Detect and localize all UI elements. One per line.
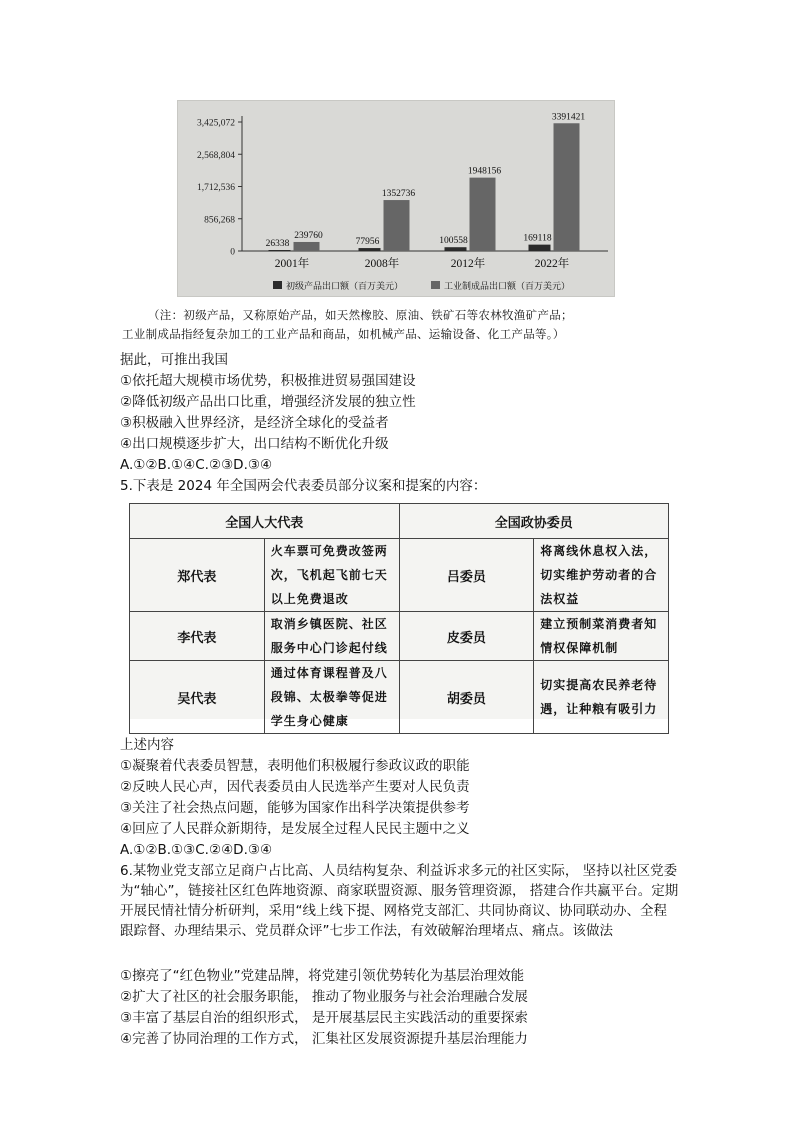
left-name: 李代表 <box>130 612 265 661</box>
bar-primary-products <box>529 245 551 251</box>
bar-primary-products <box>445 247 467 251</box>
right-content: 将离线休息权入法，切实维护劳动者的合法权益 <box>534 539 669 612</box>
left-name: 郑代表 <box>130 539 265 612</box>
right-name: 吕委员 <box>399 539 534 612</box>
x-tick-label: 2001年 <box>274 258 310 270</box>
bar-primary-products <box>269 250 291 251</box>
q4-option-1: ①依托超大规模市场优势，积极推进贸易强国建设 <box>120 373 416 389</box>
right-content: 建立预制菜消费者知情权保障机制 <box>534 612 669 661</box>
q4-stem: 据此，可推出我国 <box>120 352 228 368</box>
q5-option-3: ③关注了社会热点问题，能够为国家作出科学决策提供参考 <box>120 800 470 816</box>
legend-swatch-primary <box>273 281 282 289</box>
y-tick-label: 3,425,072 <box>197 118 235 129</box>
q6-option-2: ②扩大了社区的社会服务职能， 推动了物业服务与社会治理融合发展 <box>120 989 528 1005</box>
y-tick-label: 1,712,536 <box>197 183 235 193</box>
left-content: 取消乡镇医院、社区服务中心门诊起付线 <box>264 612 399 661</box>
header-npc-deputies: 全国人大代表 <box>130 504 400 539</box>
q6-option-3: ③丰富了基层自治的组织形式， 是开展基层民主实践活动的重要探索 <box>120 1010 528 1026</box>
proposals-table <box>129 503 669 728</box>
q6-stem: 6.某物业党支部立足商户占比高、人员结构复杂、利益诉求多元的社区实际， 坚持以社区党委为“轴心”，链接社区红色阵地资源、商家联盟资源、服务管理资源， 搭建合作共赢平台。定期开展民情社情分析研判，采用“线上线下提、网格党支部汇、共同协商议、协同联动办、全程跟踪督、办理结果示、党员群众评”七步工作法，有效破解治理堵点、痛点。该做法 <box>120 863 679 939</box>
table-row <box>130 612 669 661</box>
legend-label-manufactured: 工业制成品出口额（百万美元） <box>444 282 571 292</box>
bar-primary-products <box>359 248 381 251</box>
legend-label-primary: 初级产品出口额（百万美元） <box>286 282 404 292</box>
bar-manufactured-products <box>294 242 320 251</box>
note-line-1: （注：初级产品，又称原始产品，如天然橡胶、原油、铁矿石等农林牧渔矿产品； <box>148 308 573 322</box>
q4-option-2: ②降低初级产品出口比重，增强经济发展的独立性 <box>120 394 416 410</box>
header-cppcc-members: 全国政协委员 <box>399 504 669 539</box>
table-row <box>130 539 669 612</box>
bar-manufactured-products <box>470 178 496 251</box>
left-name: 吴代表 <box>130 661 265 734</box>
q5-choices: A.①②B.①③C.②④D.③④ <box>120 842 273 858</box>
q4-option-3: ③积极融入世界经济，是经济全球化的受益者 <box>120 415 389 431</box>
note-line-2: 工业制成品指经复杂加工的工业产品和商品，如机械产品、运输设备、化工产品等。） <box>122 327 565 341</box>
bar-manufactured-products <box>554 123 580 251</box>
right-content: 切实提高农民养老待遇，让种粮有吸引力 <box>534 661 669 734</box>
data-label-primary: 169118 <box>523 233 552 244</box>
x-tick-label: 2012年 <box>450 258 486 270</box>
q4-choices: A.①②B.①④C.②③D.③④ <box>120 457 273 473</box>
data-label-manufactured: 239760 <box>294 230 323 241</box>
q4-option-4: ④出口规模逐步扩大，出口结构不断优化升级 <box>120 436 389 452</box>
left-content: 通过体育课程普及八段锦、太极拳等促进学生身心健康 <box>264 661 399 734</box>
q6-option-1: ①擦亮了“红色物业”党建品牌，将党建引领优势转化为基层治理效能 <box>120 968 525 984</box>
bar-manufactured-products <box>384 200 410 251</box>
q5-option-4: ④回应了人民群众新期待，是发展全过程人民民主题中之义 <box>120 821 470 837</box>
data-label-primary: 26338 <box>265 239 290 250</box>
y-tick-label: 856,268 <box>204 215 235 226</box>
q5-after: 上述内容 <box>120 737 174 753</box>
chart-note <box>122 306 762 344</box>
q5-option-1: ①凝聚着代表委员智慧，表明他们积极履行参政议政的职能 <box>120 758 470 774</box>
data-label-manufactured: 1352736 <box>381 189 416 200</box>
data-label-manufactured: 1948156 <box>467 166 502 177</box>
q6-option-4: ④完善了协同治理的工作方式， 汇集社区发展资源提升基层治理能力 <box>120 1031 528 1047</box>
data-label-primary: 77956 <box>355 237 380 248</box>
y-tick-label: 2,568,804 <box>197 150 235 161</box>
export-bar-chart <box>177 100 615 297</box>
data-label-primary: 100558 <box>439 236 468 247</box>
legend-swatch-manufactured <box>431 281 440 289</box>
bar-chart-svg <box>178 101 615 297</box>
right-name: 胡委员 <box>399 661 534 734</box>
right-name: 皮委员 <box>399 612 534 661</box>
q5-stem: 5.下表是 2024 年全国两会代表委员部分议案和提案的内容： <box>120 478 487 494</box>
left-content: 火车票可免费改签两次，飞机起飞前七天以上免费退改 <box>264 539 399 612</box>
x-tick-label: 2022年 <box>534 258 570 270</box>
y-tick-label: 0 <box>230 247 235 258</box>
data-label-manufactured: 3391421 <box>551 112 586 123</box>
q5-option-2: ②反映人民心声，因代表委员由人民选举产生要对人民负责 <box>120 779 470 795</box>
x-tick-label: 2008年 <box>364 258 400 270</box>
table-row <box>130 661 669 734</box>
